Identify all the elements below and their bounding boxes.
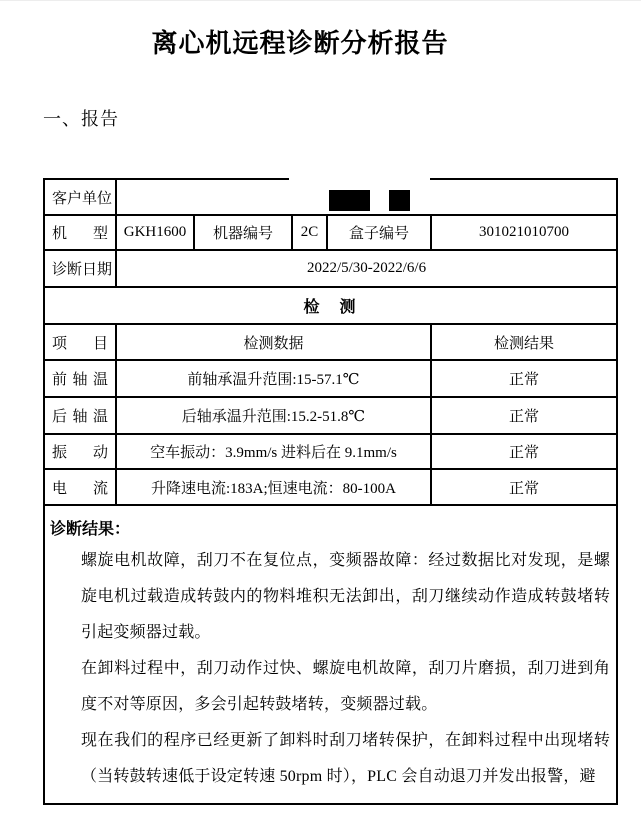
date-label-cell [44, 250, 116, 287]
diagnosis-heading: 诊断结果： [50, 521, 131, 538]
current-label: 电 流 [52, 480, 108, 497]
table-row [44, 250, 617, 287]
rear-bearing-label: 后 轴 温 [52, 409, 108, 425]
redaction-black-box [329, 190, 370, 211]
redaction-whiteout [289, 175, 430, 181]
table-row [44, 360, 617, 397]
front-bearing-label: 前 轴 温 [52, 372, 108, 388]
vibration-result-cell: 正常 [431, 434, 617, 469]
front-bearing-label-cell [44, 360, 116, 397]
box-no-value-cell: 301021010700 [431, 215, 617, 250]
model-value-cell: GKH1600 [116, 215, 194, 250]
section-heading: 一、报告 [43, 109, 119, 129]
vibration-data-cell: 空车振动：3.9mm/s 进料后在 9.1mm/s [116, 434, 431, 469]
item-column-header-cell [44, 324, 116, 360]
rear-bearing-result-cell: 正常 [431, 397, 617, 434]
box-no-label-cell: 盒子编号 [327, 215, 431, 250]
table-row [44, 215, 617, 250]
diagnosis-result-cell [44, 505, 617, 804]
current-result-cell: 正常 [431, 469, 617, 505]
result-column-header-cell: 检测结果 [431, 324, 617, 360]
detection-header-cell: 检 测 [44, 287, 617, 324]
vibration-label-cell [44, 434, 116, 469]
diagnosis-paragraph: 在卸料过程中，刮刀动作过快、螺旋电机故障，刮刀片磨损，刮刀进到角度不对等原因，多会引起转鼓堵转，变频器过载。 [81, 660, 611, 713]
table-row [44, 434, 617, 469]
item-column-header: 项 目 [52, 335, 108, 352]
front-bearing-data-cell: 前轴承温升范围:15-57.1℃ [116, 360, 431, 397]
rear-bearing-label-cell [44, 397, 116, 434]
model-label: 机 型 [52, 226, 108, 242]
diagnosis-paragraph: 现在我们的程序已经更新了卸料时刮刀堵转保护，在卸料过程中出现堵转（当转鼓转速低于设定转速 50rpm 时），PLC 会自动退刀并发出报警，避 [81, 732, 611, 785]
current-data-cell: 升降速电流:183A;恒速电流：80-100A [116, 469, 431, 505]
table-row [44, 287, 617, 324]
machine-no-value-cell: 2C [292, 215, 327, 250]
diagnosis-paragraph: 螺旋电机故障，刮刀不在复位点，变频器故障：经过数据比对发现，是螺旋电机过载造成转鼓内的物料堆积无法卸出，刮刀继续动作造成转鼓堵转引起变频器过载。 [81, 552, 611, 641]
customer-label: 客 户 单 位 [52, 190, 113, 207]
rear-bearing-data-cell: 后轴承温升范围:15.2-51.8℃ [116, 397, 431, 434]
page-title: 离心机远程诊断分析报告 [151, 28, 449, 58]
redaction-black-box [389, 190, 410, 211]
vibration-label: 振 动 [52, 445, 108, 461]
table-row [44, 469, 617, 505]
model-label-cell [44, 215, 116, 250]
date-value-cell: 2022/5/30-2022/6/6 [116, 250, 617, 287]
table-row [44, 324, 617, 360]
current-label-cell [44, 469, 116, 505]
table-row [44, 397, 617, 434]
machine-no-label-cell: 机器编号 [194, 215, 292, 250]
customer-label-cell [44, 179, 116, 215]
front-bearing-result-cell: 正常 [431, 360, 617, 397]
data-column-header-cell: 检测数据 [116, 324, 431, 360]
table-row [44, 505, 617, 804]
date-label: 诊 断 日 期 [52, 262, 113, 278]
diagnosis-paragraphs [81, 543, 610, 795]
report-table [43, 178, 616, 803]
